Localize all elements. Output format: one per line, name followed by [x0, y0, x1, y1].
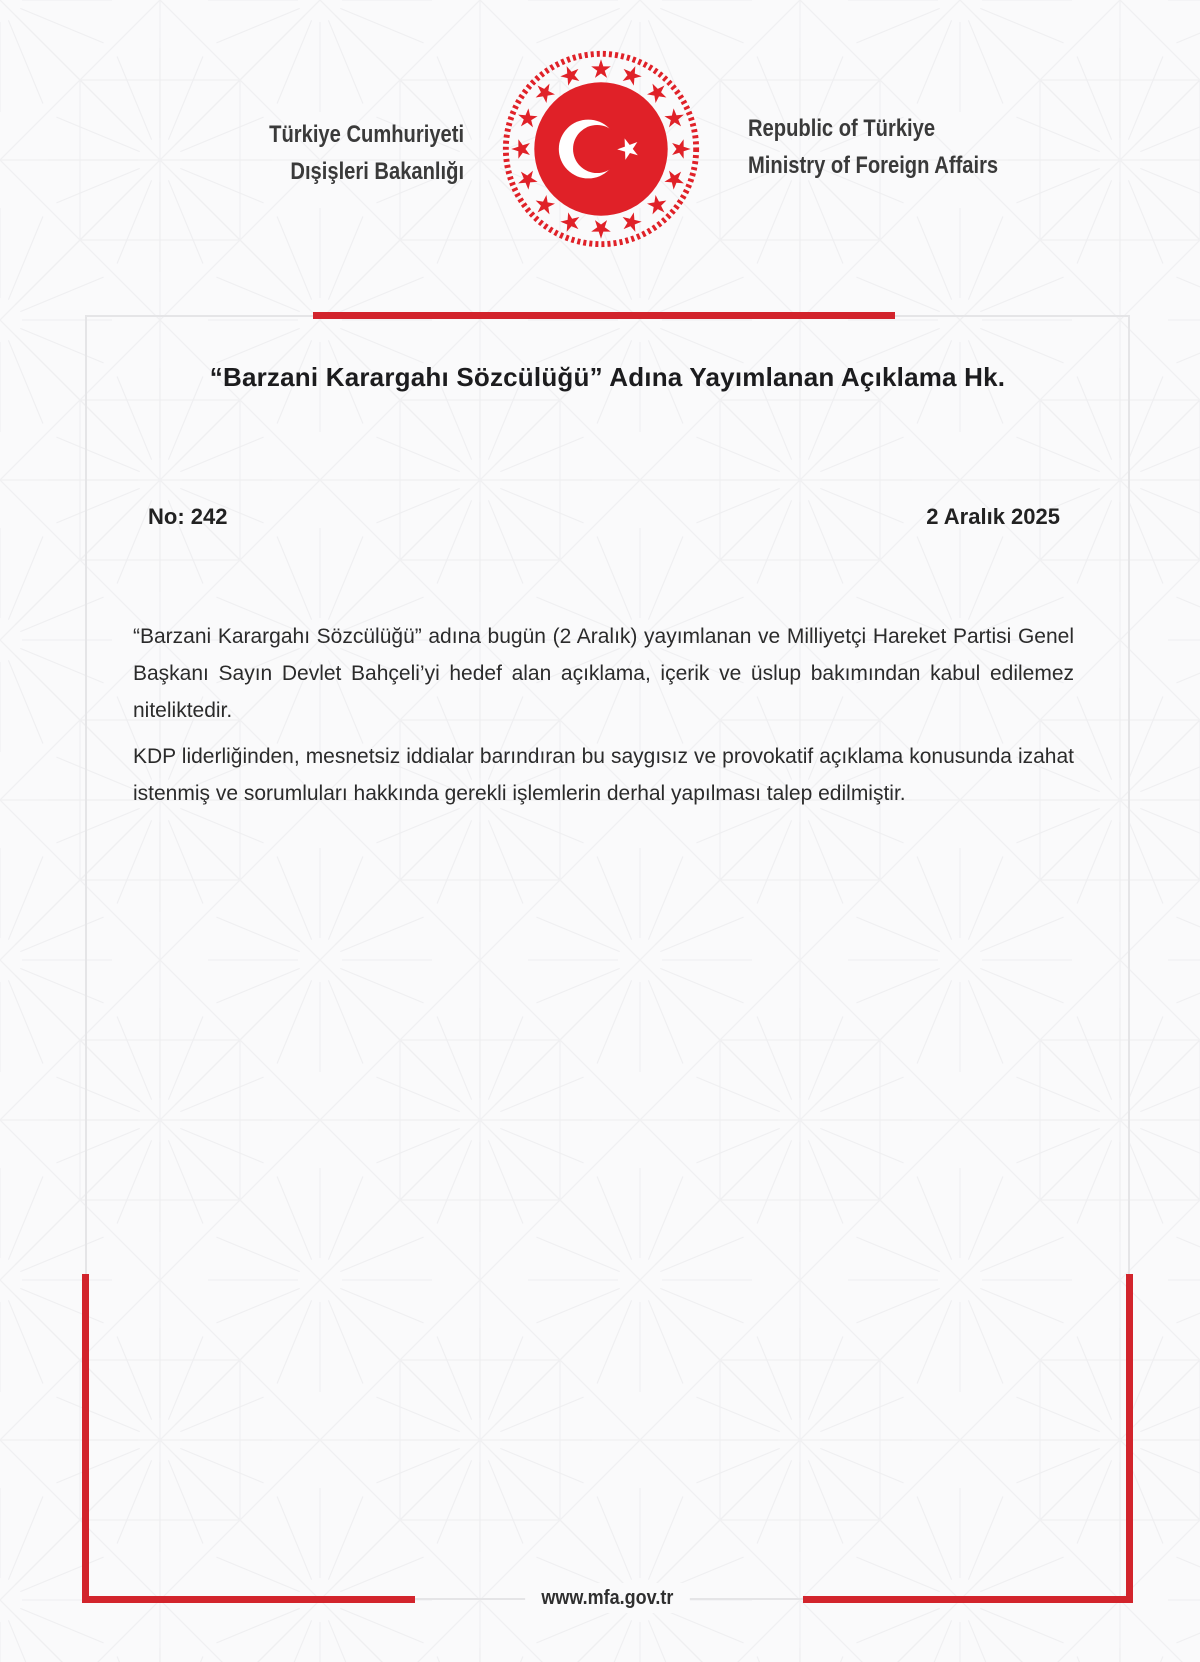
release-date: 2 Aralık 2025 — [926, 504, 1060, 529]
website-url: www.mfa.gov.tr — [525, 1583, 689, 1613]
ministry-name-english — [748, 110, 998, 184]
frame-accent-left — [82, 1274, 89, 1603]
body-paragraph-1: “Barzani Karargahı Sözcülüğü” adına bugün (2 Aralık) yayımlanan ve Milliyetçi Hareket Partisi Genel Başkanı Sayın Devlet Bahçeli’yi hedef alan açıklama, içerik ve üslup bakımından kabul edilemez niteliktedir. — [133, 625, 1074, 722]
body-paragraph-2: KDP liderliğinden, mesnetsiz iddialar barındıran bu saygısız ve provokatif açıklama konusunda izahat istenmiş ve sorumluları hakkında gerekli işlemlerin derhal yapılması talep edilmiştir. — [133, 745, 1074, 805]
ministry-name-english-line1: Republic of Türkiye — [748, 115, 936, 142]
ministry-name-turkish-line2: Dışişleri Bakanlığı — [290, 158, 464, 185]
footer — [85, 1583, 1130, 1613]
ministry-name-english-line2: Ministry of Foreign Affairs — [748, 152, 999, 179]
ministry-name-turkish — [269, 116, 464, 190]
ministry-name-turkish-line1: Türkiye Cumhuriyeti — [269, 121, 464, 148]
number-date-row — [148, 504, 1060, 530]
mfa-emblem-icon — [498, 46, 704, 252]
emblem-crescent-cut — [573, 125, 621, 173]
press-release-title: “Barzani Karargahı Sözcülüğü” Adına Yayımlanan Açıklama Hk. — [209, 362, 1006, 392]
release-number: No: 242 — [148, 504, 228, 529]
frame-accent-right — [1126, 1274, 1133, 1603]
frame-accent-top — [313, 312, 895, 319]
